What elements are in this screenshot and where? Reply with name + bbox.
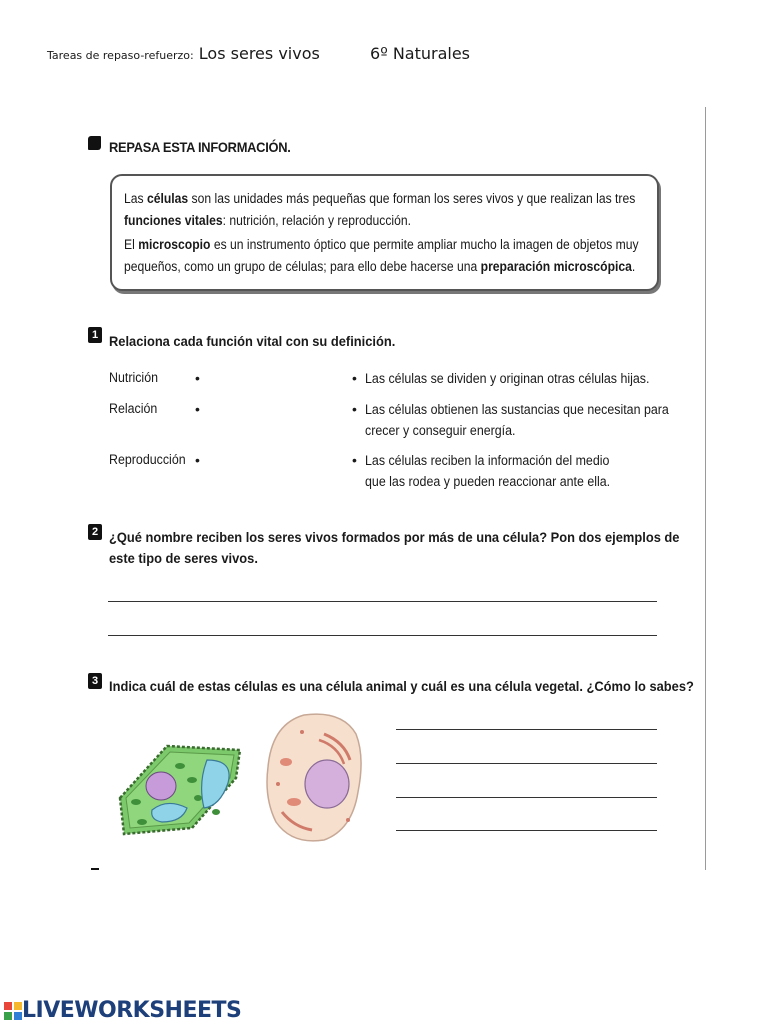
exercise3-number-badge: 3 [88, 673, 102, 689]
match-dot-left-2[interactable]: • [195, 401, 200, 417]
info-heading: REPASA ESTA INFORMACIÓN. [109, 139, 291, 155]
right-margin-rule [705, 107, 706, 870]
exercise3-question: Indica cuál de estas células es una célula animal y cuál es una célula vegetal. ¿Cómo lo sabes? [109, 678, 694, 694]
section-bullet-icon [88, 136, 101, 150]
definition-3-line2: que las rodea y pueden reaccionar ante ella. [365, 474, 611, 489]
exercise2-number-badge: 2 [88, 524, 102, 540]
match-dot-right-2[interactable]: • [352, 401, 357, 417]
answer-line-3a[interactable] [396, 729, 657, 730]
logo-text: LIVEWORKSHEETS [22, 998, 242, 1023]
answer-line-3d[interactable] [396, 830, 657, 831]
definition-3-line1: Las células reciben la información del medio [365, 453, 610, 468]
function-label-nutricion: Nutrición [109, 370, 159, 385]
definition-2-line2: crecer y conseguir energía. [365, 423, 516, 438]
page-mark [91, 868, 99, 870]
info-p1-line1: Las células son las unidades más pequeñas que forman los seres vivos y que realizan las tres [124, 191, 636, 206]
header-grade: 6º Naturales [370, 44, 471, 63]
definition-1-line1: Las células se dividen y originan otras células hijas. [365, 371, 650, 386]
info-box [110, 174, 659, 291]
exercise2-question-line2: este tipo de seres vivos. [109, 550, 258, 566]
exercise1-question: Relaciona cada función vital con su definición. [109, 333, 396, 349]
liveworksheets-logo-icon [4, 1002, 22, 1020]
exercise2-question-line1: ¿Qué nombre reciben los seres vivos formados por más de una célula? Pon dos ejemplos de [109, 529, 680, 545]
info-p2-line1: El microscopio es un instrumento óptico que permite ampliar mucho la imagen de objetos muy [124, 237, 639, 252]
plant-cell-illustration [112, 738, 248, 838]
match-dot-right-3[interactable]: • [352, 452, 357, 468]
info-p1-line2: funciones vitales: nutrición, relación y reproducción. [124, 213, 412, 228]
header-prefix: Tareas de repaso-refuerzo: [47, 49, 194, 62]
info-p2-line2: pequeños, como un grupo de células; para ello debe hacerse una preparación microscópica. [124, 259, 636, 274]
answer-line-3b[interactable] [396, 763, 657, 764]
definition-2-line1: Las células obtienen las sustancias que necesitan para [365, 402, 669, 417]
function-label-relacion: Relación [109, 401, 158, 416]
match-dot-left-1[interactable]: • [195, 370, 200, 386]
function-label-reproduccion: Reproducción [109, 452, 186, 467]
worksheet-header [47, 44, 470, 63]
exercise1-number-badge: 1 [88, 327, 102, 343]
answer-line-3c[interactable] [396, 797, 657, 798]
animal-cell-illustration [264, 712, 364, 844]
liveworksheets-logo[interactable] [4, 998, 241, 1023]
match-dot-left-3[interactable]: • [195, 452, 200, 468]
header-topic: Los seres vivos [198, 44, 320, 63]
answer-line-2b[interactable] [108, 635, 657, 636]
answer-line-2a[interactable] [108, 601, 657, 602]
match-dot-right-1[interactable]: • [352, 370, 357, 386]
